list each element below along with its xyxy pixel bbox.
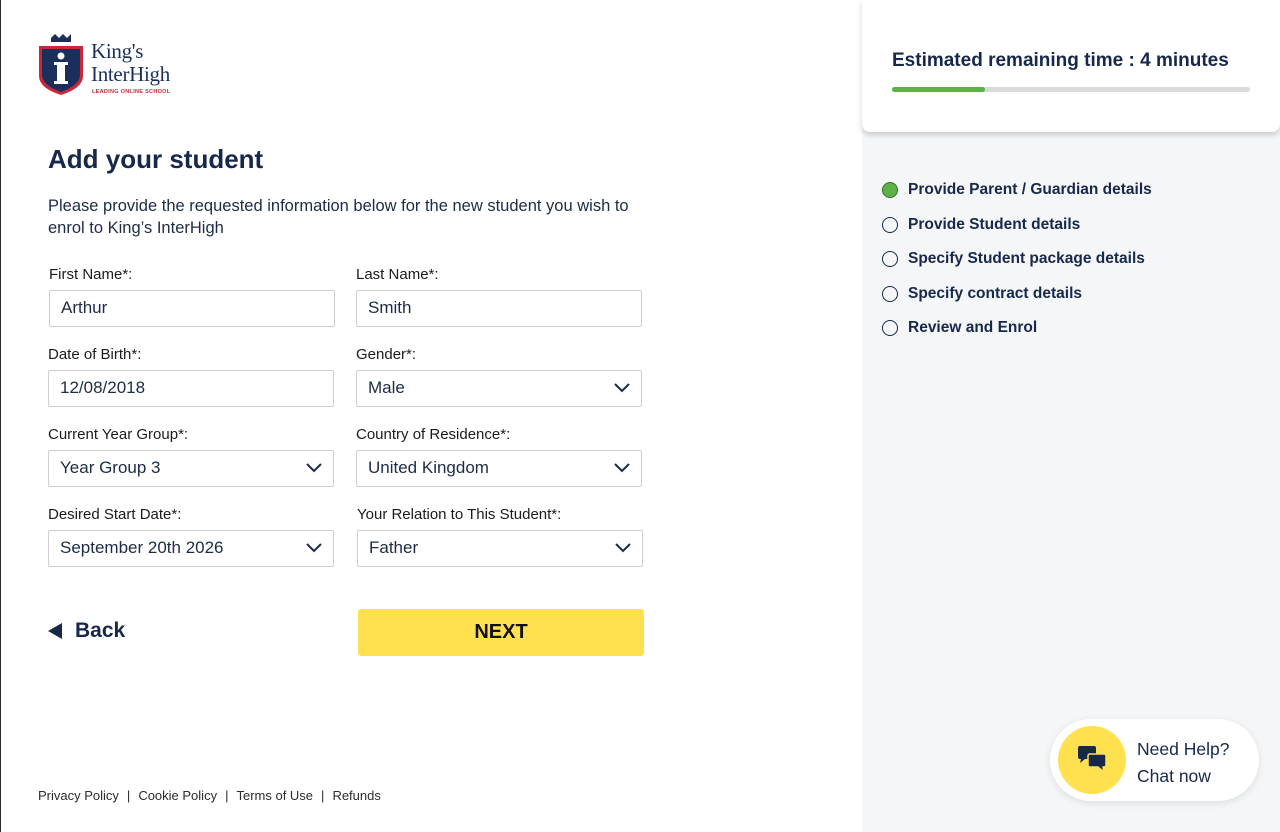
country-field xyxy=(356,426,642,487)
start-date-select[interactable] xyxy=(48,530,334,567)
step-label: Specify Student package details xyxy=(908,250,1145,267)
relation-select[interactable] xyxy=(357,530,643,567)
chevron-down-icon xyxy=(305,460,323,476)
dob-input[interactable] xyxy=(48,370,334,407)
empty-circle-icon xyxy=(882,251,898,267)
last-name-input[interactable] xyxy=(356,290,642,327)
step-item xyxy=(882,249,1152,269)
gender-value: Male xyxy=(368,378,405,397)
brand-tagline: LEADING ONLINE SCHOOL xyxy=(92,89,171,95)
brand-name-line2: InterHigh xyxy=(91,62,170,86)
cookie-policy-link[interactable]: Cookie Policy xyxy=(138,788,218,803)
footer-separator: | xyxy=(126,788,131,803)
first-name-input[interactable] xyxy=(49,290,335,327)
step-label: Review and Enrol xyxy=(908,319,1038,336)
country-label: Country of Residence*: xyxy=(356,426,511,443)
back-label: Back xyxy=(75,619,126,642)
footer-separator: | xyxy=(225,788,229,803)
footer-links xyxy=(38,788,381,803)
gender-field xyxy=(356,346,642,407)
year-group-select[interactable] xyxy=(48,450,334,487)
chat-bubbles-icon xyxy=(1058,726,1126,794)
intro-text: Please provide the requested information below for the new student you wish to enrol to King’s InterHigh xyxy=(48,197,629,237)
relation-field xyxy=(357,506,643,567)
refunds-link[interactable]: Refunds xyxy=(332,788,381,803)
year-group-value: Year Group 3 xyxy=(60,458,161,477)
check-circle-icon xyxy=(882,182,898,198)
page-title: Add your student xyxy=(48,144,264,174)
year-group-label: Current Year Group*: xyxy=(48,426,189,443)
terms-of-use-link[interactable]: Terms of Use xyxy=(236,788,314,803)
start-date-label: Desired Start Date*: xyxy=(48,506,182,523)
chevron-down-icon xyxy=(613,380,631,396)
relation-label: Your Relation to This Student*: xyxy=(357,506,562,523)
last-name-value: Smith xyxy=(368,298,412,317)
first-name-value: Arthur xyxy=(61,298,108,317)
empty-circle-icon xyxy=(882,217,898,233)
footer-separator: | xyxy=(321,788,325,803)
country-value: United Kingdom xyxy=(368,458,489,477)
back-button[interactable] xyxy=(47,619,125,643)
empty-circle-icon xyxy=(882,286,898,302)
progress-track xyxy=(892,87,1250,92)
dob-label: Date of Birth*: xyxy=(48,346,142,363)
country-select[interactable] xyxy=(356,450,642,487)
time-estimate-card xyxy=(862,0,1280,132)
first-name-field xyxy=(49,266,335,327)
first-name-label: First Name*: xyxy=(49,266,133,283)
need-help-text: Need Help? xyxy=(1137,739,1230,759)
last-name-field xyxy=(356,266,642,327)
empty-circle-icon xyxy=(882,320,898,336)
step-item xyxy=(882,180,1152,200)
step-item xyxy=(882,284,1152,304)
kings-interhigh-logo[interactable] xyxy=(37,32,197,98)
step-list xyxy=(882,180,1152,353)
progress-fill xyxy=(892,87,985,92)
chevron-down-icon xyxy=(613,460,631,476)
crest-icon xyxy=(37,32,85,96)
gender-label: Gender*: xyxy=(356,346,417,363)
privacy-policy-link[interactable]: Privacy Policy xyxy=(38,788,119,803)
brand-name-line1: King's xyxy=(91,39,144,63)
chevron-down-icon xyxy=(305,540,323,556)
step-label: Specify contract details xyxy=(908,284,1083,302)
chevron-down-icon xyxy=(614,540,632,556)
gender-select[interactable] xyxy=(356,370,642,407)
remaining-time-text: Estimated remaining time : 4 minutes xyxy=(892,50,1229,71)
start-date-value: September 20th 2026 xyxy=(60,538,224,557)
dob-field xyxy=(48,346,334,407)
chat-help-widget[interactable] xyxy=(1050,719,1259,801)
step-label: Provide Student details xyxy=(908,215,1081,233)
next-button[interactable]: NEXT xyxy=(358,609,644,656)
step-label: Provide Parent / Guardian details xyxy=(908,181,1152,198)
chat-now-text: Chat now xyxy=(1137,766,1211,786)
start-date-field xyxy=(48,506,334,567)
relation-value: Father xyxy=(369,538,419,557)
progress-sidebar xyxy=(862,0,1280,832)
last-name-label: Last Name*: xyxy=(356,266,439,283)
step-item xyxy=(882,215,1152,235)
back-arrow-icon xyxy=(47,622,63,640)
dob-value: 12/08/2018 xyxy=(60,378,146,397)
year-group-field xyxy=(48,426,334,487)
step-item xyxy=(882,318,1152,338)
